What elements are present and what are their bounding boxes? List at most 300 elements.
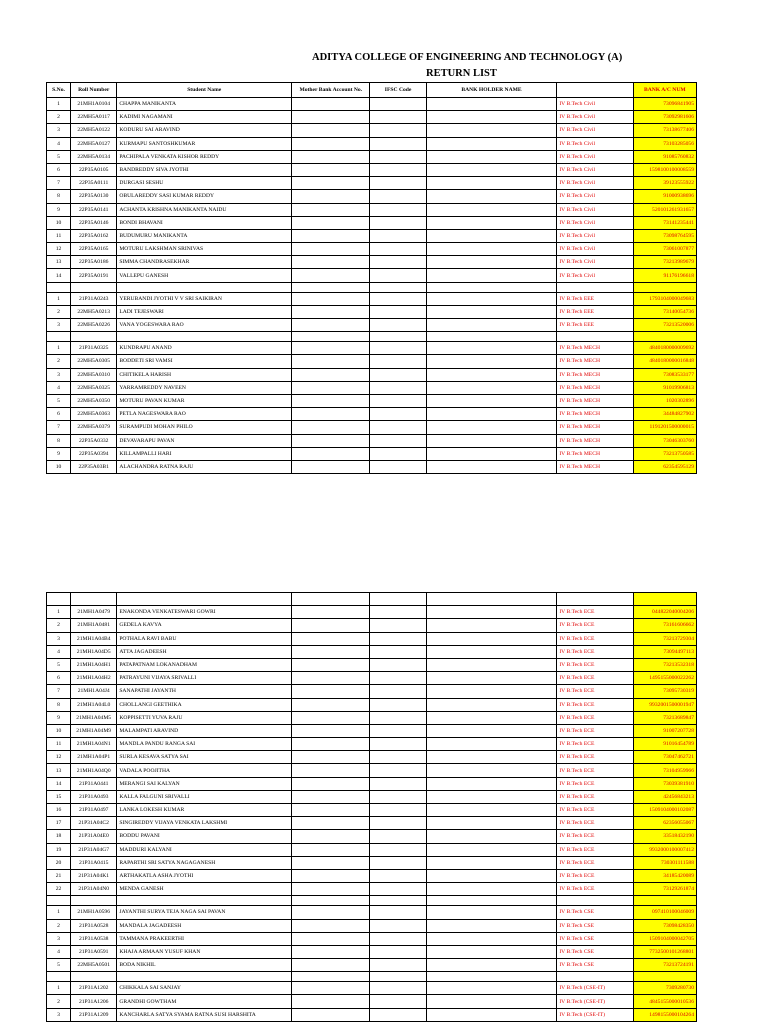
cell-bank-holder [426, 685, 557, 698]
cell-bank-holder [426, 408, 557, 421]
table-row [47, 394, 697, 407]
cell-branch: IV B.Tech ECE [557, 817, 633, 830]
cell-ifsc [370, 1008, 426, 1021]
cell-student-name: DEVAVARAPU PAVAN [117, 434, 292, 447]
cell-mother-account [292, 124, 370, 137]
cell-branch: IV B.Tech ECE [557, 658, 633, 671]
empty-cell [557, 972, 633, 982]
cell-ifsc [370, 243, 426, 256]
cell-bank-account: 73047462721 [633, 751, 696, 764]
cell-roll-number: 21MH1A04B4 [71, 632, 117, 645]
cell-roll-number: 21MH1A04J4 [71, 685, 117, 698]
cell-mother-account [292, 394, 370, 407]
cell-bank-account: 34484827902 [633, 408, 696, 421]
cell-student-name: LADI TEJESWARI [117, 305, 292, 318]
cell-ifsc [370, 447, 426, 460]
cell-branch: IV B.Tech ECE [557, 685, 633, 698]
cell-student-name: KOPPISETTI YUVA RAJU [117, 711, 292, 724]
cell-bank-holder [426, 269, 557, 282]
cell-bank-holder [426, 658, 557, 671]
cell-branch: IV B.Tech Civil [557, 203, 633, 216]
cell-sno: 2 [47, 919, 71, 932]
cell-bank-holder [426, 790, 557, 803]
table-row [47, 216, 697, 229]
cell-student-name: MOTURU LAKSHMAN SRINIVAS [117, 243, 292, 256]
cell-mother-account [292, 619, 370, 632]
cell-bank-holder [426, 421, 557, 434]
cell-mother-account [292, 982, 370, 995]
table-row [47, 632, 697, 645]
cell-mother-account [292, 163, 370, 176]
cell-sno: 19 [47, 843, 71, 856]
cell-branch: IV B.Tech MECH [557, 394, 633, 407]
cell-ifsc [370, 777, 426, 790]
cell-mother-account [292, 447, 370, 460]
cell-sno: 1 [47, 606, 71, 619]
empty-cell [47, 282, 71, 292]
cell-mother-account [292, 711, 370, 724]
cell-mother-account [292, 945, 370, 958]
table-row [47, 355, 697, 368]
cell-bank-account: 4840180000009692 [633, 342, 696, 355]
return-list-table-1 [46, 82, 697, 474]
cell-bank-holder [426, 177, 557, 190]
table-row [47, 843, 697, 856]
cell-sno: 11 [47, 229, 71, 242]
cell-bank-holder [426, 645, 557, 658]
cell-ifsc [370, 685, 426, 698]
empty-cell [426, 593, 557, 606]
cell-sno: 9 [47, 447, 71, 460]
cell-mother-account [292, 229, 370, 242]
cell-mother-account [292, 777, 370, 790]
cell-roll-number: 22MH5A0350 [71, 394, 117, 407]
empty-cell [117, 972, 292, 982]
cell-bank-holder [426, 137, 557, 150]
cell-student-name: VALLEPU GANESH [117, 269, 292, 282]
cell-sno: 14 [47, 269, 71, 282]
cell-ifsc [370, 672, 426, 685]
cell-branch: IV B.Tech ECE [557, 645, 633, 658]
cell-student-name: BODDU PAVANI [117, 830, 292, 843]
cell-student-name: MALAMPATI ARAVIND [117, 724, 292, 737]
cell-bank-account: 73213750585 [633, 447, 696, 460]
cell-mother-account [292, 381, 370, 394]
empty-cell [557, 282, 633, 292]
header-branch [557, 83, 633, 98]
header-sno: S.No. [47, 83, 71, 98]
cell-sno: 7 [47, 177, 71, 190]
cell-ifsc [370, 738, 426, 751]
cell-bank-account: 73083533177 [633, 368, 696, 381]
cell-mother-account [292, 111, 370, 124]
table-row [47, 906, 697, 919]
cell-bank-holder [426, 368, 557, 381]
cell-bank-holder [426, 98, 557, 111]
cell-branch: IV B.Tech ECE [557, 619, 633, 632]
cell-roll-number: 22MH5A0310 [71, 368, 117, 381]
cell-ifsc [370, 632, 426, 645]
cell-bank-account: 91016454789 [633, 738, 696, 751]
cell-bank-account: 4845155000010536 [633, 995, 696, 1008]
cell-bank-account: 9932001500001947 [633, 698, 696, 711]
cell-bank-account: 91176196618 [633, 269, 696, 282]
cell-sno: 7 [47, 421, 71, 434]
cell-sno: 4 [47, 381, 71, 394]
cell-mother-account [292, 460, 370, 473]
empty-cell [71, 332, 117, 342]
cell-bank-holder [426, 843, 557, 856]
cell-roll-number: 21P31A0441 [71, 777, 117, 790]
cell-roll-number: 22MH5A0122 [71, 124, 117, 137]
cell-student-name: TAMMANA PRAKEERTHI [117, 932, 292, 945]
cell-roll-number: 21MH1A04H2 [71, 672, 117, 685]
cell-student-name: RAPARTHI SRI SATYA NAGAGANESH [117, 856, 292, 869]
cell-roll-number: 21MH1A04M9 [71, 724, 117, 737]
empty-cell [633, 282, 696, 292]
cell-mother-account [292, 150, 370, 163]
cell-mother-account [292, 269, 370, 282]
section-spacer-row [47, 332, 697, 342]
table-row [47, 408, 697, 421]
cell-sno: 12 [47, 751, 71, 764]
cell-branch: IV B.Tech MECH [557, 381, 633, 394]
table-row [47, 319, 697, 332]
cell-bank-account: 73213724191 [633, 959, 696, 972]
empty-cell [292, 896, 370, 906]
empty-cell [71, 593, 117, 606]
cell-sno: 3 [47, 368, 71, 381]
table-row [47, 619, 697, 632]
cell-branch: IV B.Tech MECH [557, 342, 633, 355]
cell-branch: IV B.Tech CSE [557, 919, 633, 932]
cell-bank-holder [426, 672, 557, 685]
cell-ifsc [370, 292, 426, 305]
table-row [47, 292, 697, 305]
cell-sno: 7 [47, 685, 71, 698]
empty-cell [47, 332, 71, 342]
cell-sno: 20 [47, 856, 71, 869]
cell-roll-number: 21P31A04G7 [71, 843, 117, 856]
cell-bank-holder [426, 342, 557, 355]
cell-mother-account [292, 790, 370, 803]
cell-roll-number: 21MH1A04N1 [71, 738, 117, 751]
cell-branch: IV B.Tech Civil [557, 111, 633, 124]
cell-mother-account [292, 632, 370, 645]
cell-ifsc [370, 342, 426, 355]
cell-student-name: BODDETI SRI VAMSI [117, 355, 292, 368]
cell-bank-holder [426, 995, 557, 1008]
cell-mother-account [292, 421, 370, 434]
cell-ifsc [370, 408, 426, 421]
cell-student-name: MENDA GANESH [117, 883, 292, 896]
cell-sno: 6 [47, 163, 71, 176]
cell-mother-account [292, 804, 370, 817]
cell-mother-account [292, 724, 370, 737]
cell-bank-account: 91007207728 [633, 724, 696, 737]
cell-bank-holder [426, 711, 557, 724]
cell-bank-account: 62354595129 [633, 460, 696, 473]
cell-sno: 13 [47, 764, 71, 777]
cell-branch: IV B.Tech ECE [557, 751, 633, 764]
cell-student-name: DURGASI SESHU [117, 177, 292, 190]
cell-ifsc [370, 817, 426, 830]
table-1-body [47, 98, 697, 474]
list-subtitle: RETURN LIST [426, 68, 497, 79]
cell-bank-account: 1509104000042705 [633, 932, 696, 945]
cell-bank-account: 73098428350 [633, 919, 696, 932]
cell-sno: 8 [47, 434, 71, 447]
cell-roll-number: 21P31A04N0 [71, 883, 117, 896]
cell-bank-account: 73039381910 [633, 777, 696, 790]
cell-ifsc [370, 460, 426, 473]
cell-bank-holder [426, 111, 557, 124]
cell-bank-holder [426, 305, 557, 318]
cell-bank-account: 34185420089 [633, 869, 696, 882]
cell-mother-account [292, 137, 370, 150]
cell-mother-account [292, 203, 370, 216]
return-list-table-2 [46, 592, 697, 1022]
table-row [47, 177, 697, 190]
cell-student-name: KUNDRAPU ANAND [117, 342, 292, 355]
cell-roll-number: 22P35A0111 [71, 177, 117, 190]
cell-bank-account: 1498155000104264 [633, 1008, 696, 1021]
cell-ifsc [370, 381, 426, 394]
cell-roll-number: 21P31A1202 [71, 982, 117, 995]
cell-ifsc [370, 751, 426, 764]
cell-ifsc [370, 190, 426, 203]
cell-ifsc [370, 982, 426, 995]
cell-roll-number: 21MH1A04Q0 [71, 764, 117, 777]
table-row [47, 883, 697, 896]
table-row [47, 932, 697, 945]
cell-ifsc [370, 229, 426, 242]
table-row [47, 856, 697, 869]
cell-roll-number: 21MH1A04H1 [71, 658, 117, 671]
table-row [47, 124, 697, 137]
cell-bank-holder [426, 856, 557, 869]
cell-branch: IV B.Tech ECE [557, 672, 633, 685]
cell-ifsc [370, 764, 426, 777]
cell-student-name: PATAPATNAM LOKANADHAM [117, 658, 292, 671]
cell-mother-account [292, 685, 370, 698]
header-student-name: Student Name [117, 83, 292, 98]
cell-roll-number: 21MH1A0596 [71, 906, 117, 919]
cell-roll-number: 22MH5A0379 [71, 421, 117, 434]
cell-bank-holder [426, 619, 557, 632]
cell-bank-account: 91019906813 [633, 381, 696, 394]
cell-ifsc [370, 163, 426, 176]
cell-bank-holder [426, 1008, 557, 1021]
cell-bank-account: 73094497113 [633, 645, 696, 658]
cell-bank-holder [426, 460, 557, 473]
cell-student-name: GRANDHI GOWTHAM [117, 995, 292, 1008]
cell-mother-account [292, 190, 370, 203]
cell-bank-account: 91085760832 [633, 150, 696, 163]
table-row [47, 685, 697, 698]
cell-student-name: YERUBANDI JYOTHI V V SRI SAIKIRAN [117, 292, 292, 305]
cell-sno: 8 [47, 698, 71, 711]
cell-sno: 11 [47, 738, 71, 751]
cell-ifsc [370, 906, 426, 919]
cell-bank-holder [426, 606, 557, 619]
blank-row [47, 593, 697, 606]
cell-mother-account [292, 216, 370, 229]
cell-mother-account [292, 243, 370, 256]
cell-branch: IV B.Tech Civil [557, 243, 633, 256]
cell-mother-account [292, 698, 370, 711]
cell-bank-account: 73213520006 [633, 319, 696, 332]
cell-sno: 10 [47, 216, 71, 229]
cell-bank-account: 73138677406 [633, 124, 696, 137]
empty-cell [71, 896, 117, 906]
cell-roll-number: 22P35A0191 [71, 269, 117, 282]
cell-ifsc [370, 137, 426, 150]
cell-branch: IV B.Tech CSE [557, 959, 633, 972]
cell-roll-number: 21P31A04E0 [71, 830, 117, 843]
cell-ifsc [370, 724, 426, 737]
cell-branch: IV B.Tech ECE [557, 790, 633, 803]
cell-student-name: MERANGI SAI KALYAN [117, 777, 292, 790]
table-row [47, 995, 697, 1008]
empty-cell [71, 282, 117, 292]
cell-roll-number: 21MH1A04M5 [71, 711, 117, 724]
cell-sno: 10 [47, 724, 71, 737]
cell-sno: 2 [47, 111, 71, 124]
cell-branch: IV B.Tech EEE [557, 292, 633, 305]
cell-bank-account: 73096841905 [633, 98, 696, 111]
cell-ifsc [370, 355, 426, 368]
cell-mother-account [292, 342, 370, 355]
cell-branch: IV B.Tech Civil [557, 177, 633, 190]
table-row [47, 111, 697, 124]
cell-ifsc [370, 177, 426, 190]
cell-mother-account [292, 1008, 370, 1021]
cell-branch: IV B.Tech Civil [557, 256, 633, 269]
empty-cell [370, 282, 426, 292]
cell-mother-account [292, 932, 370, 945]
cell-branch: IV B.Tech EEE [557, 319, 633, 332]
cell-roll-number: 22P35A0146 [71, 216, 117, 229]
table-row [47, 945, 697, 958]
table-row [47, 460, 697, 473]
cell-branch: IV B.Tech (CSE-IT) [557, 1008, 633, 1021]
table-row [47, 764, 697, 777]
cell-branch: IV B.Tech MECH [557, 421, 633, 434]
table-row [47, 645, 697, 658]
cell-bank-account: 1495155000022262 [633, 672, 696, 685]
cell-student-name: SANAPATHI JAYANTH [117, 685, 292, 698]
cell-ifsc [370, 606, 426, 619]
cell-bank-holder [426, 256, 557, 269]
cell-student-name: PETLA NAGESWARA RAO [117, 408, 292, 421]
empty-cell [117, 282, 292, 292]
cell-bank-holder [426, 229, 557, 242]
cell-student-name: SINGIREDDY VIJAYA VENKATA LAKSHMI [117, 817, 292, 830]
cell-bank-account: 73046303760 [633, 434, 696, 447]
cell-branch: IV B.Tech ECE [557, 698, 633, 711]
cell-mother-account [292, 830, 370, 843]
cell-bank-holder [426, 738, 557, 751]
cell-sno: 10 [47, 460, 71, 473]
table-row [47, 381, 697, 394]
cell-mother-account [292, 434, 370, 447]
cell-sno: 6 [47, 672, 71, 685]
cell-bank-account: 1793104000049683 [633, 292, 696, 305]
cell-mother-account [292, 764, 370, 777]
cell-ifsc [370, 932, 426, 945]
empty-cell [370, 972, 426, 982]
cell-sno: 12 [47, 243, 71, 256]
cell-sno: 16 [47, 804, 71, 817]
cell-mother-account [292, 995, 370, 1008]
cell-mother-account [292, 751, 370, 764]
cell-ifsc [370, 711, 426, 724]
cell-bank-holder [426, 883, 557, 896]
cell-ifsc [370, 111, 426, 124]
empty-cell [370, 593, 426, 606]
cell-bank-account: 73213989679 [633, 256, 696, 269]
table-row [47, 150, 697, 163]
cell-ifsc [370, 203, 426, 216]
cell-sno: 18 [47, 830, 71, 843]
cell-sno: 13 [47, 256, 71, 269]
table-row [47, 1008, 697, 1021]
cell-bank-holder [426, 447, 557, 460]
cell-bank-holder [426, 830, 557, 843]
cell-student-name: MADDURI KALYANI [117, 843, 292, 856]
cell-ifsc [370, 959, 426, 972]
cell-branch: IV B.Tech MECH [557, 408, 633, 421]
cell-bank-account: 73213532318 [633, 658, 696, 671]
cell-bank-account: 73213689847 [633, 711, 696, 724]
empty-cell [633, 332, 696, 342]
cell-student-name: KURMAPU SANTOSHKUMAR [117, 137, 292, 150]
cell-mother-account [292, 843, 370, 856]
empty-cell [117, 896, 292, 906]
cell-branch: IV B.Tech ECE [557, 804, 633, 817]
table-row [47, 959, 697, 972]
cell-branch: IV B.Tech CSE [557, 932, 633, 945]
empty-cell [117, 593, 292, 606]
cell-mother-account [292, 355, 370, 368]
table-row [47, 606, 697, 619]
cell-ifsc [370, 843, 426, 856]
cell-student-name: BUDUMURU MANIKANTA [117, 229, 292, 242]
cell-roll-number: 21P31A0538 [71, 932, 117, 945]
table-row [47, 698, 697, 711]
cell-mother-account [292, 906, 370, 919]
cell-roll-number: 21P31A0325 [71, 342, 117, 355]
cell-sno: 2 [47, 619, 71, 632]
table-row [47, 919, 697, 932]
cell-ifsc [370, 150, 426, 163]
cell-roll-number: 22P35A0394 [71, 447, 117, 460]
cell-bank-holder [426, 817, 557, 830]
cell-ifsc [370, 658, 426, 671]
cell-roll-number: 22P35A0141 [71, 203, 117, 216]
cell-bank-holder [426, 959, 557, 972]
cell-sno: 2 [47, 305, 71, 318]
table-2-body [47, 593, 697, 1022]
cell-sno: 21 [47, 869, 71, 882]
cell-roll-number: 22MH5A0501 [71, 959, 117, 972]
cell-student-name: ENAKONDA VENKATESWARI GOWRI [117, 606, 292, 619]
cell-bank-account: 1598100100008559 [633, 163, 696, 176]
cell-bank-holder [426, 906, 557, 919]
section-spacer-row [47, 972, 697, 982]
cell-sno: 1 [47, 982, 71, 995]
